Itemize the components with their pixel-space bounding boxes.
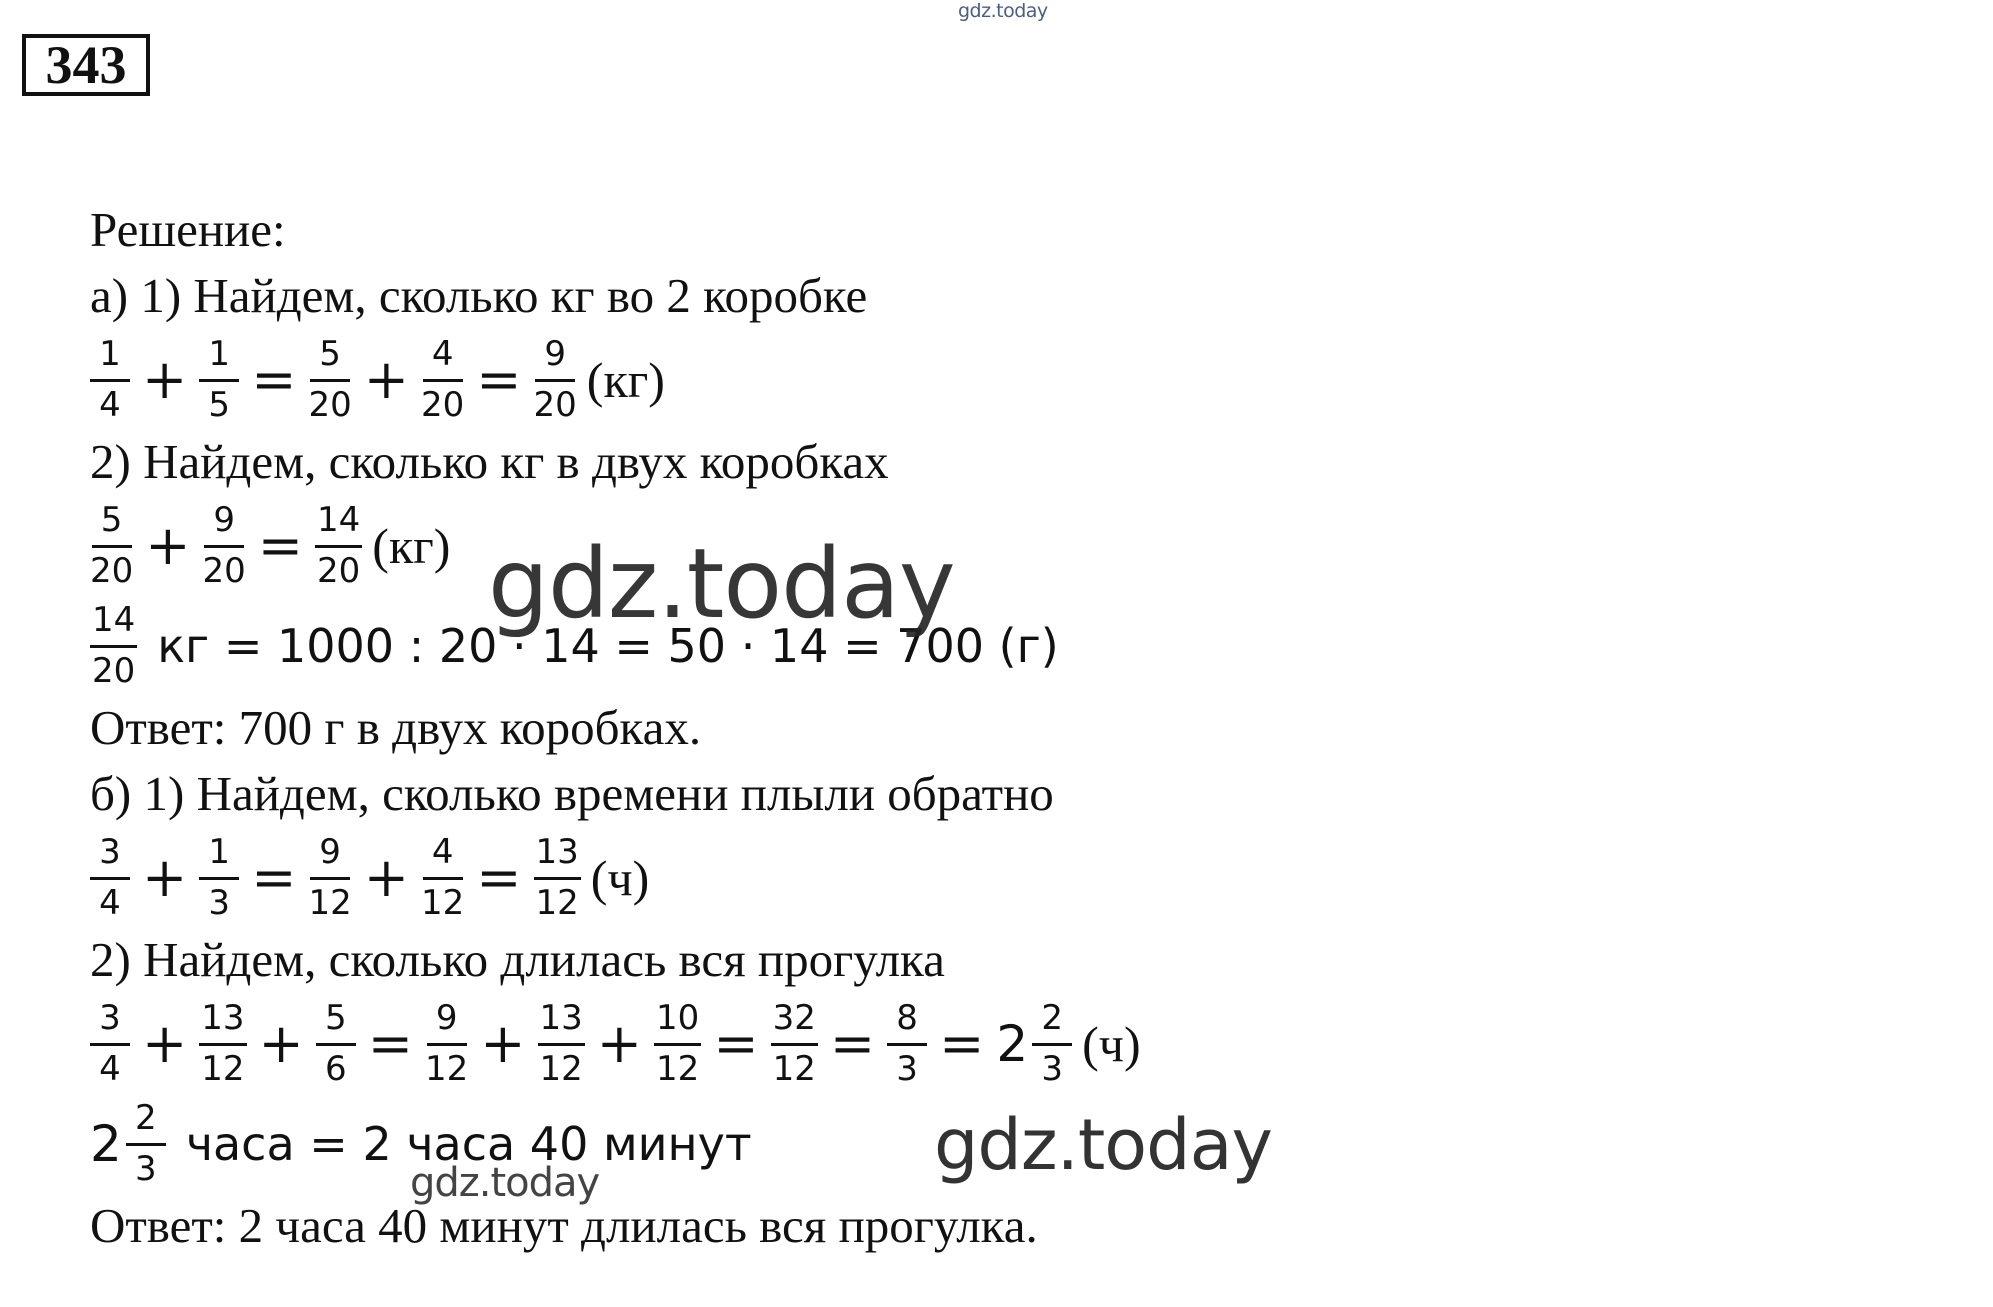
- fraction: $\frac{13}{12}$: [539, 998, 583, 1089]
- fraction: $\frac{3}{4}$: [90, 999, 130, 1088]
- equation-b1: $\frac{3}{4}$ + $\frac{1}{3}$ = $\frac{9}{12}$ + $\frac{4}{12}$ = $\frac{13}{12}$ (ч): [90, 828, 649, 928]
- fraction: $\frac{9}{20}$: [202, 500, 246, 591]
- part-a-step-2: 2) Найдем, сколько кг в двух коробках: [90, 434, 889, 489]
- fraction: $\frac{13}{12}$: [201, 998, 245, 1089]
- solution-heading: Решение:: [90, 202, 286, 257]
- fraction: $\frac{9}{20}$: [533, 334, 577, 425]
- part-b-step-2: 2) Найдем, сколько длилась вся прогулка: [90, 932, 945, 987]
- answer-a: Ответ: 700 г в двух коробках.: [90, 700, 702, 755]
- watermark: gdz.today: [934, 1104, 1272, 1186]
- fraction: $\frac{4}{20}$: [421, 334, 465, 425]
- fraction: $\frac{32}{12}$: [772, 998, 816, 1089]
- fraction: $\frac{5}{6}$: [316, 999, 356, 1088]
- top-watermark: gdz.today: [958, 0, 1048, 22]
- fraction: $\frac{8}{3}$: [887, 999, 927, 1088]
- fraction: $\frac{9}{12}$: [308, 832, 352, 923]
- part-b-step-1: б) 1) Найдем, сколько времени плыли обратно: [90, 766, 1054, 821]
- fraction: $\frac{14}{20}$: [92, 600, 136, 691]
- equation-a2: $\frac{5}{20}$ + $\frac{9}{20}$ = $\frac{14}{20}$ (кг): [90, 500, 451, 591]
- fraction: $\frac{9}{12}$: [425, 998, 469, 1089]
- equation-a3: $\frac{14}{20}$ кг = 1000 : 20 · 14 = 50 · 14 = 700 (г): [92, 600, 1059, 691]
- task-number-box: 343: [22, 34, 150, 96]
- fraction: $\frac{13}{12}$: [535, 832, 579, 923]
- fraction: $\frac{1}{4}$: [90, 335, 130, 424]
- part-a-step-1: а) 1) Найдем, сколько кг во 2 коробке: [90, 268, 868, 323]
- fraction: $\frac{10}{12}$: [656, 998, 700, 1089]
- fraction: $\frac{14}{20}$: [317, 500, 361, 591]
- fraction: $\frac{1}{3}$: [199, 833, 239, 922]
- fraction: $\frac{2}{3}$: [1032, 999, 1072, 1088]
- answer-b: Ответ: 2 часа 40 минут длилась вся прогулка.: [90, 1198, 1038, 1253]
- fraction: $\frac{1}{5}$: [199, 335, 239, 424]
- equation-b3: 2 $\frac{2}{3}$ часа = 2 часа 40 минут: [90, 1098, 752, 1189]
- fraction: $\frac{5}{20}$: [90, 500, 134, 591]
- fraction: $\frac{2}{3}$: [126, 1099, 166, 1188]
- watermark: gdz.today: [410, 1160, 600, 1206]
- fraction: $\frac{4}{12}$: [421, 832, 465, 923]
- equation-a1: $\frac{1}{4}$ + $\frac{1}{5}$ = $\frac{5}{20}$ + $\frac{4}{20}$ = $\frac{9}{20}$ (кг): [90, 330, 665, 430]
- watermark: gdz.today: [488, 528, 955, 640]
- fraction: $\frac{5}{20}$: [308, 334, 352, 425]
- equation-b2: $\frac{3}{4}$ + $\frac{13}{12}$ + $\frac{5}{6}$ = $\frac{9}{12}$ + $\frac{13}{12}$ + $\frac{10}{12}$ = $\frac{32}{12}$ = $\frac{8}{3}$ = 2 $\frac{2}{3}$ (ч): [90, 994, 1141, 1094]
- fraction: $\frac{3}{4}$: [90, 833, 130, 922]
